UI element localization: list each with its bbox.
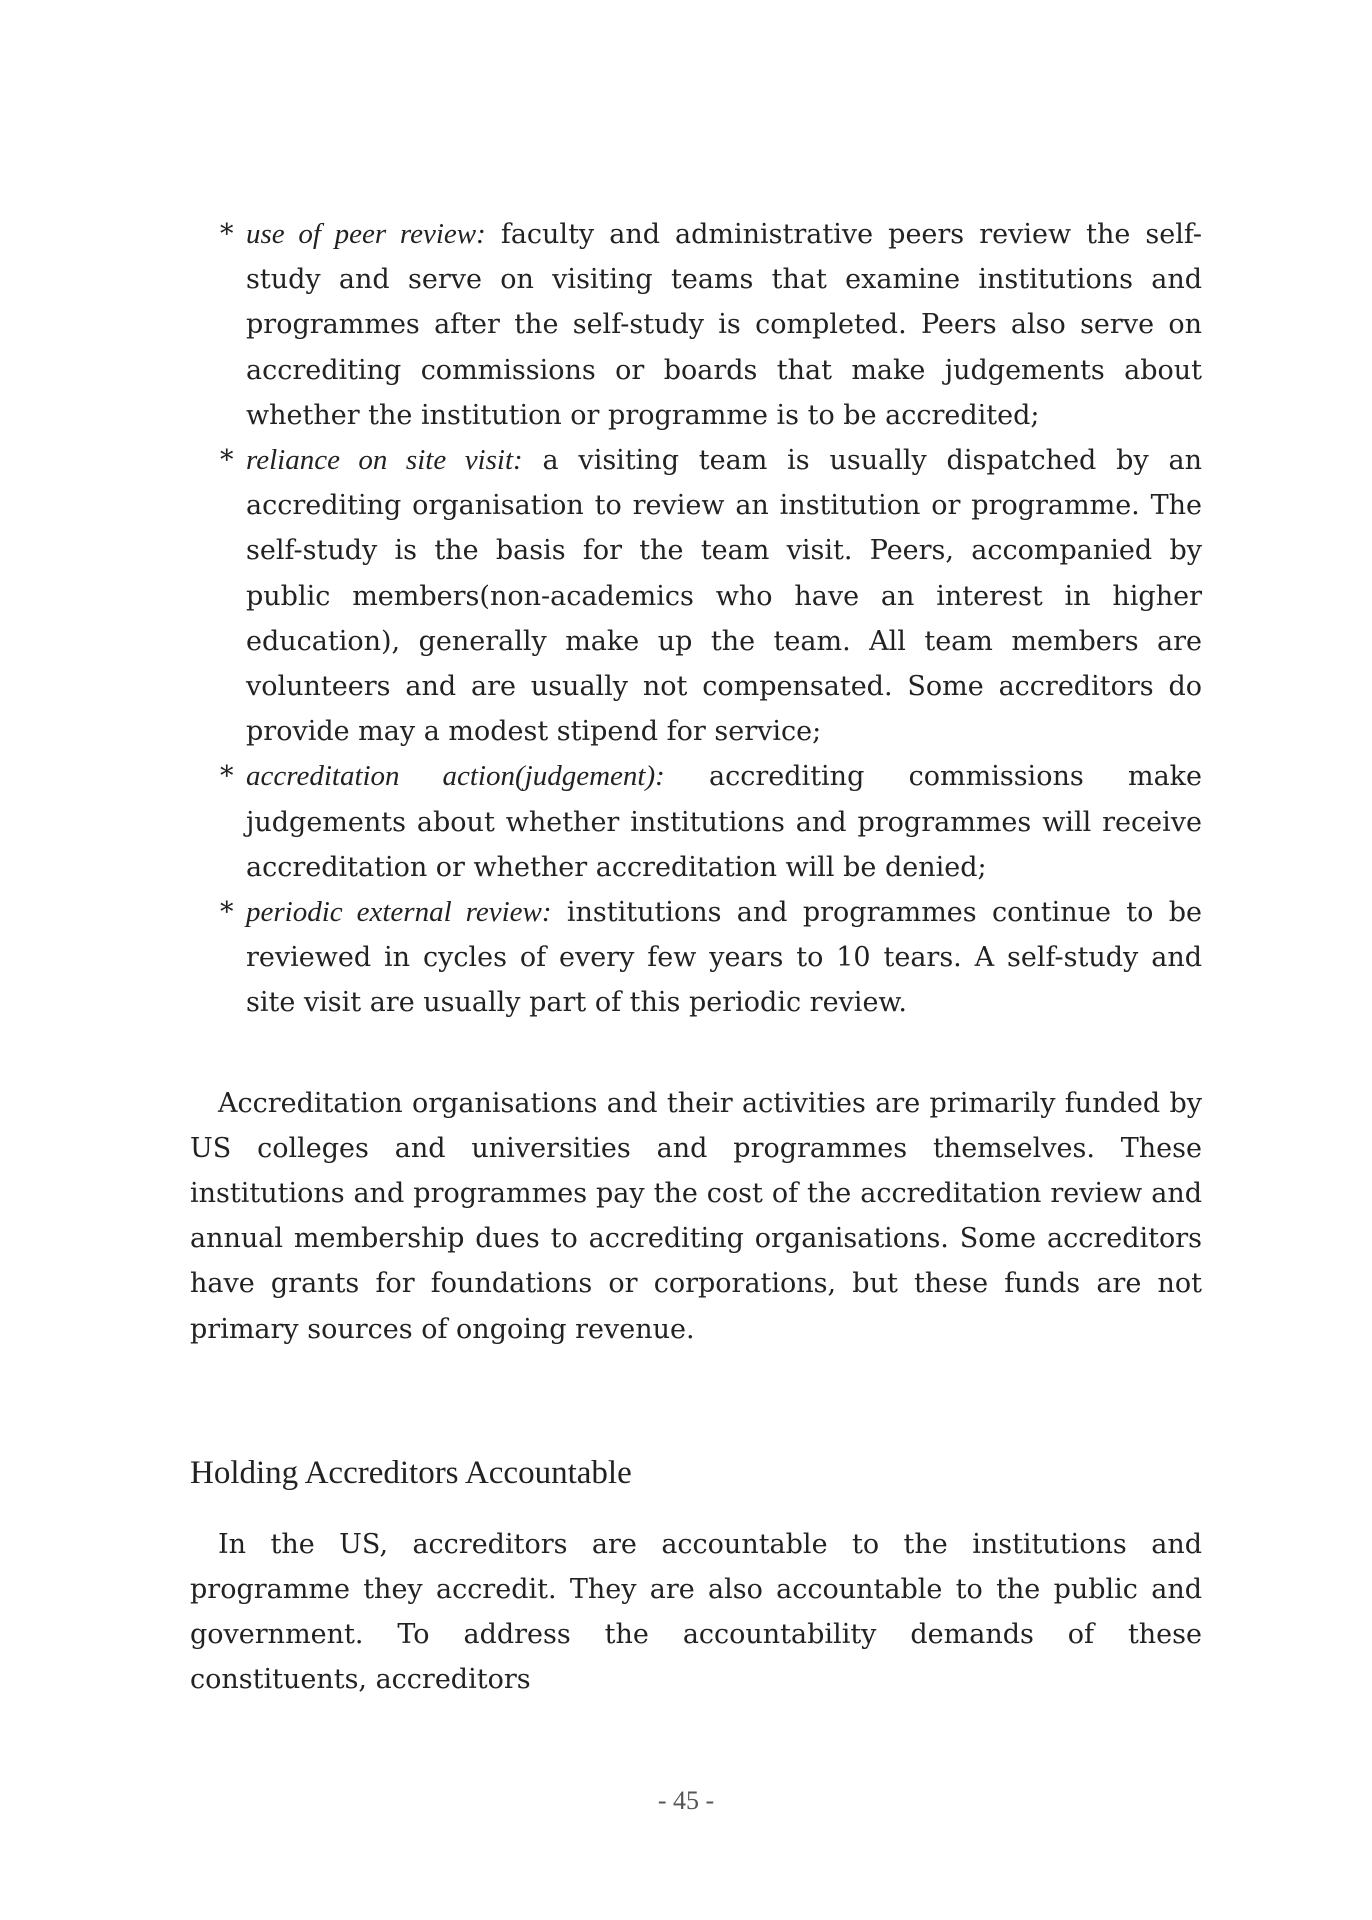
accreditation-features-list bbox=[190, 212, 1202, 1026]
list-item-peer-review bbox=[190, 212, 1202, 438]
paragraph-funding: Accreditation organisations and their activities are primarily funded by US colleges and universities and programmes themselves. These institutions and programmes pay the cost of the accreditation review and annual membership dues to accrediting organisations. Some accreditors have grants for foundations or corporations, but these funds are not primary sources of ongoing revenue. bbox=[190, 1087, 1202, 1345]
bullet-marker: * bbox=[220, 761, 234, 793]
item-text-periodic-review: institutions and programmes continue to be reviewed in cycles of every few years to 10 tears. A self-study and site visit are usually part of this periodic review. bbox=[246, 897, 1202, 1019]
section-heading: Holding Accreditors Accountable bbox=[190, 1454, 632, 1491]
page-content bbox=[190, 212, 1202, 1703]
term-accreditation-action: accreditation action(judgement): bbox=[246, 760, 665, 793]
list-item-periodic-review bbox=[190, 890, 1202, 1026]
paragraph-accountability: In the US, accreditors are accountable to the institutions and programme they accredit. They are also accountable to the public and government. To address the accountability demands of these constituents, accreditors bbox=[190, 1528, 1202, 1696]
item-text-site-visit: a visiting team is usually dispatched by an accrediting organisation to review an institution or programme. The self-study is the basis for the team visit. Peers, accompanied by public members(non-academics who have an interest in higher education), generally make up the team. All team members are volunteers and are usually not compensated. Some accreditors do provide may a modest stipend for service; bbox=[246, 445, 1203, 748]
term-site-visit: reliance on site visit: bbox=[246, 444, 523, 477]
list-item-site-visit bbox=[190, 438, 1202, 754]
bullet-marker: * bbox=[220, 219, 234, 250]
bullet-marker: * bbox=[220, 445, 234, 477]
list-item-accreditation-action bbox=[190, 754, 1202, 890]
item-text-accreditation-action: accrediting commissions make judgements about whether institutions and programmes will receive accreditation or whether accreditation will be denied; bbox=[246, 761, 1203, 883]
bullet-marker: * bbox=[220, 897, 234, 929]
page-number: - 45 - bbox=[657, 1786, 715, 1815]
term-peer-review: use of peer review: bbox=[246, 218, 486, 250]
term-periodic-review: periodic external review: bbox=[246, 896, 552, 929]
item-text-peer-review: faculty and administrative peers review the self-study and serve on visiting teams that examine institutions and programmes after the self-study is completed. Peers also serve on accrediting commissions or boards that make judgements about whether the institution or programme is to be accredited; bbox=[246, 219, 1203, 431]
